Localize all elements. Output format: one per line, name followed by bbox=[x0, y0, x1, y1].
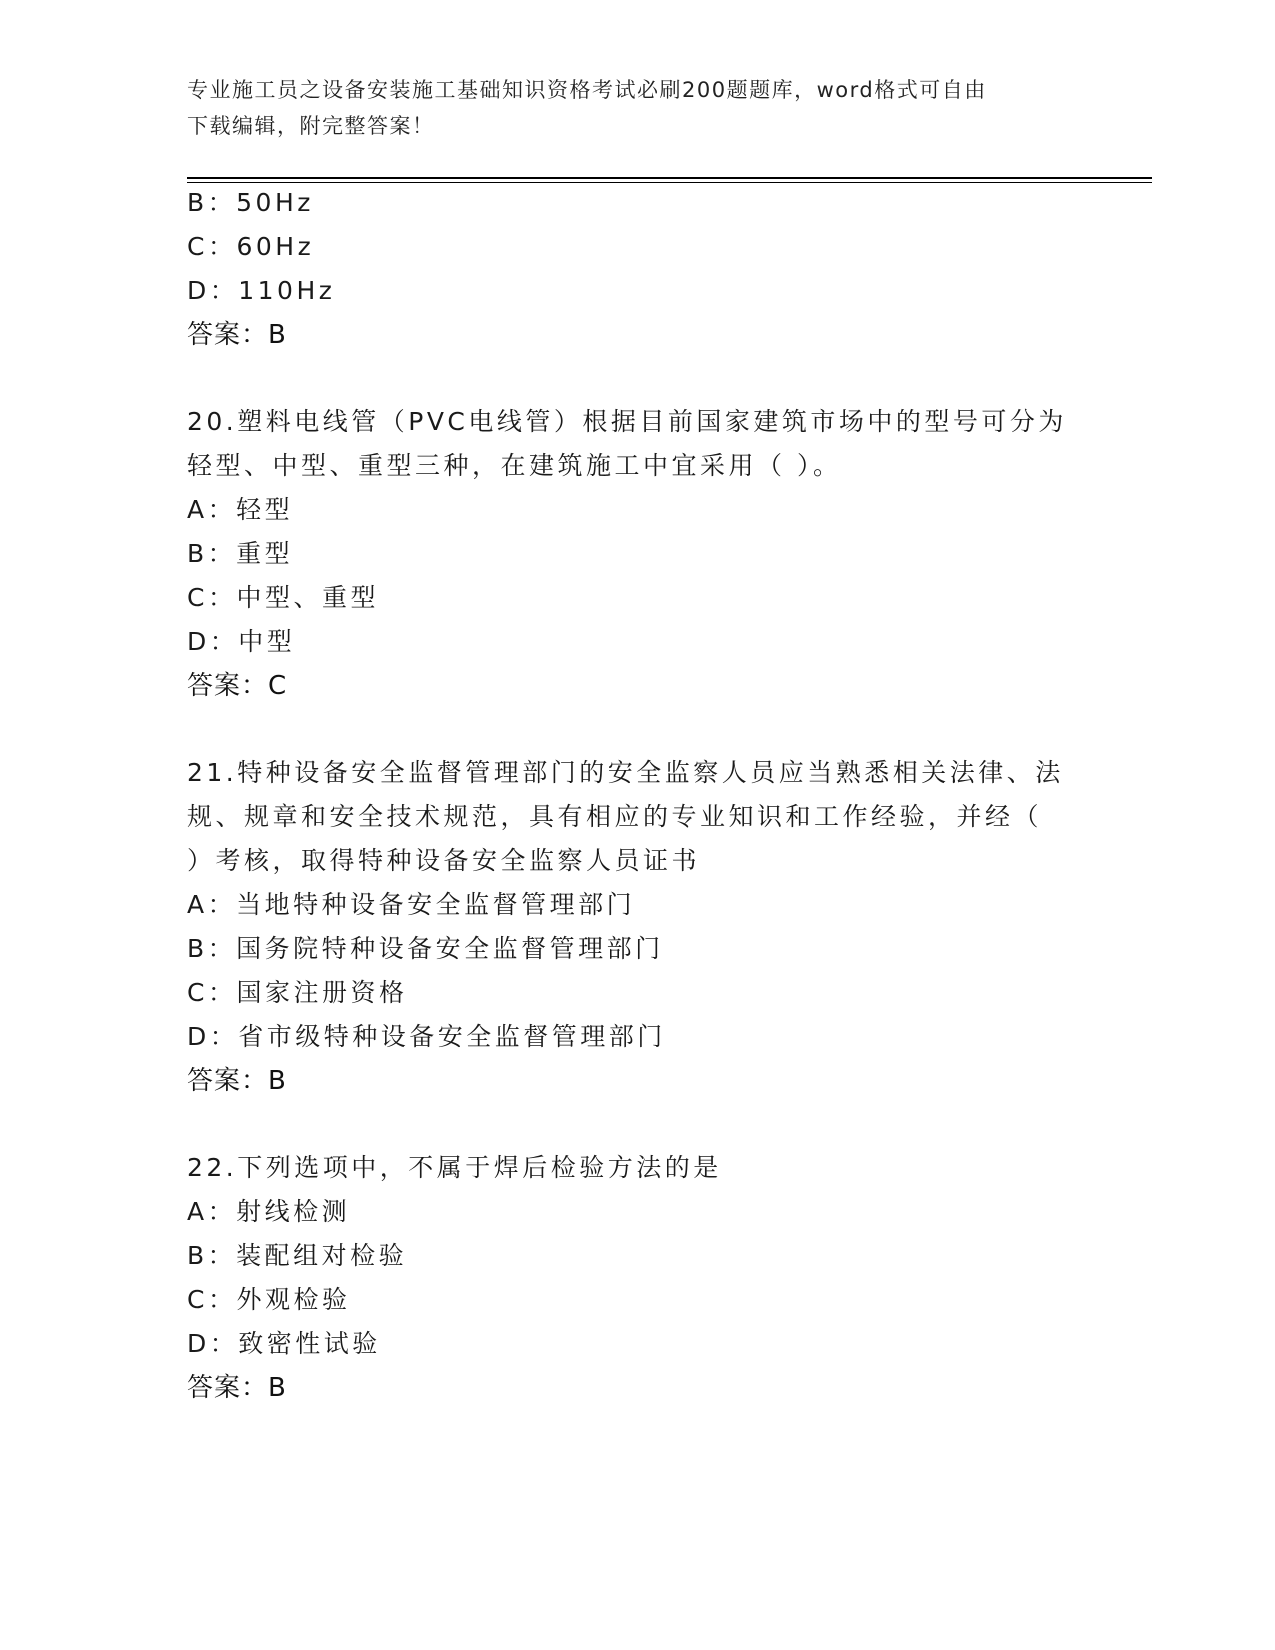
q22-option-c: C：外观检验 bbox=[187, 1285, 351, 1314]
q20-option-d: D：中型 bbox=[187, 627, 296, 656]
header-line-1: 专业施工员之设备安装施工基础知识资格考试必刷200题题库，word格式可自由 bbox=[187, 78, 987, 102]
prev-option-d: D：110Hz bbox=[187, 276, 336, 305]
document-header bbox=[187, 72, 1077, 144]
q21-answer: 答案：B bbox=[187, 1066, 287, 1096]
q22-text-line-1: 22.下列选项中，不属于焊后检验方法的是 bbox=[187, 1153, 722, 1182]
header-divider-bottom bbox=[187, 182, 1152, 183]
q21-text-line-2: 规、规章和安全技术规范，具有相应的专业知识和工作经验，并经（ bbox=[187, 802, 1043, 831]
q21-option-c: C：国家注册资格 bbox=[187, 978, 408, 1007]
q21-text-line-1: 21.特种设备安全监督管理部门的安全监察人员应当熟悉相关法律、法 bbox=[187, 758, 1064, 787]
q21-option-d: D：省市级特种设备安全监督管理部门 bbox=[187, 1022, 666, 1051]
q22-answer: 答案：B bbox=[187, 1373, 287, 1403]
prev-option-c: C：60Hz bbox=[187, 232, 315, 261]
prev-option-b: B：50Hz bbox=[187, 188, 314, 217]
q20-option-b: B：重型 bbox=[187, 539, 294, 568]
q20-answer: 答案：C bbox=[187, 671, 288, 701]
q21-text-line-3: ）考核，取得特种设备安全监察人员证书 bbox=[187, 846, 701, 875]
q20-text-line-1: 20.塑料电线管（PVC电线管）根据目前国家建筑市场中的型号可分为 bbox=[187, 407, 1067, 436]
header-line-2: 下载编辑，附完整答案！ bbox=[187, 114, 435, 138]
q22-option-b: B：装配组对检验 bbox=[187, 1241, 408, 1270]
header-divider-top bbox=[187, 177, 1152, 179]
q21-option-a: A：当地特种设备安全监督管理部门 bbox=[187, 890, 636, 919]
q20-option-a: A：轻型 bbox=[187, 495, 294, 524]
q20-option-c: C：中型、重型 bbox=[187, 583, 379, 612]
q21-option-b: B：国务院特种设备安全监督管理部门 bbox=[187, 934, 664, 963]
prev-answer: 答案：B bbox=[187, 320, 287, 350]
q22-option-a: A：射线检测 bbox=[187, 1197, 351, 1226]
q22-option-d: D：致密性试验 bbox=[187, 1329, 381, 1358]
q20-text-line-2: 轻型、中型、重型三种，在建筑施工中宜采用（ ）。 bbox=[187, 451, 842, 480]
